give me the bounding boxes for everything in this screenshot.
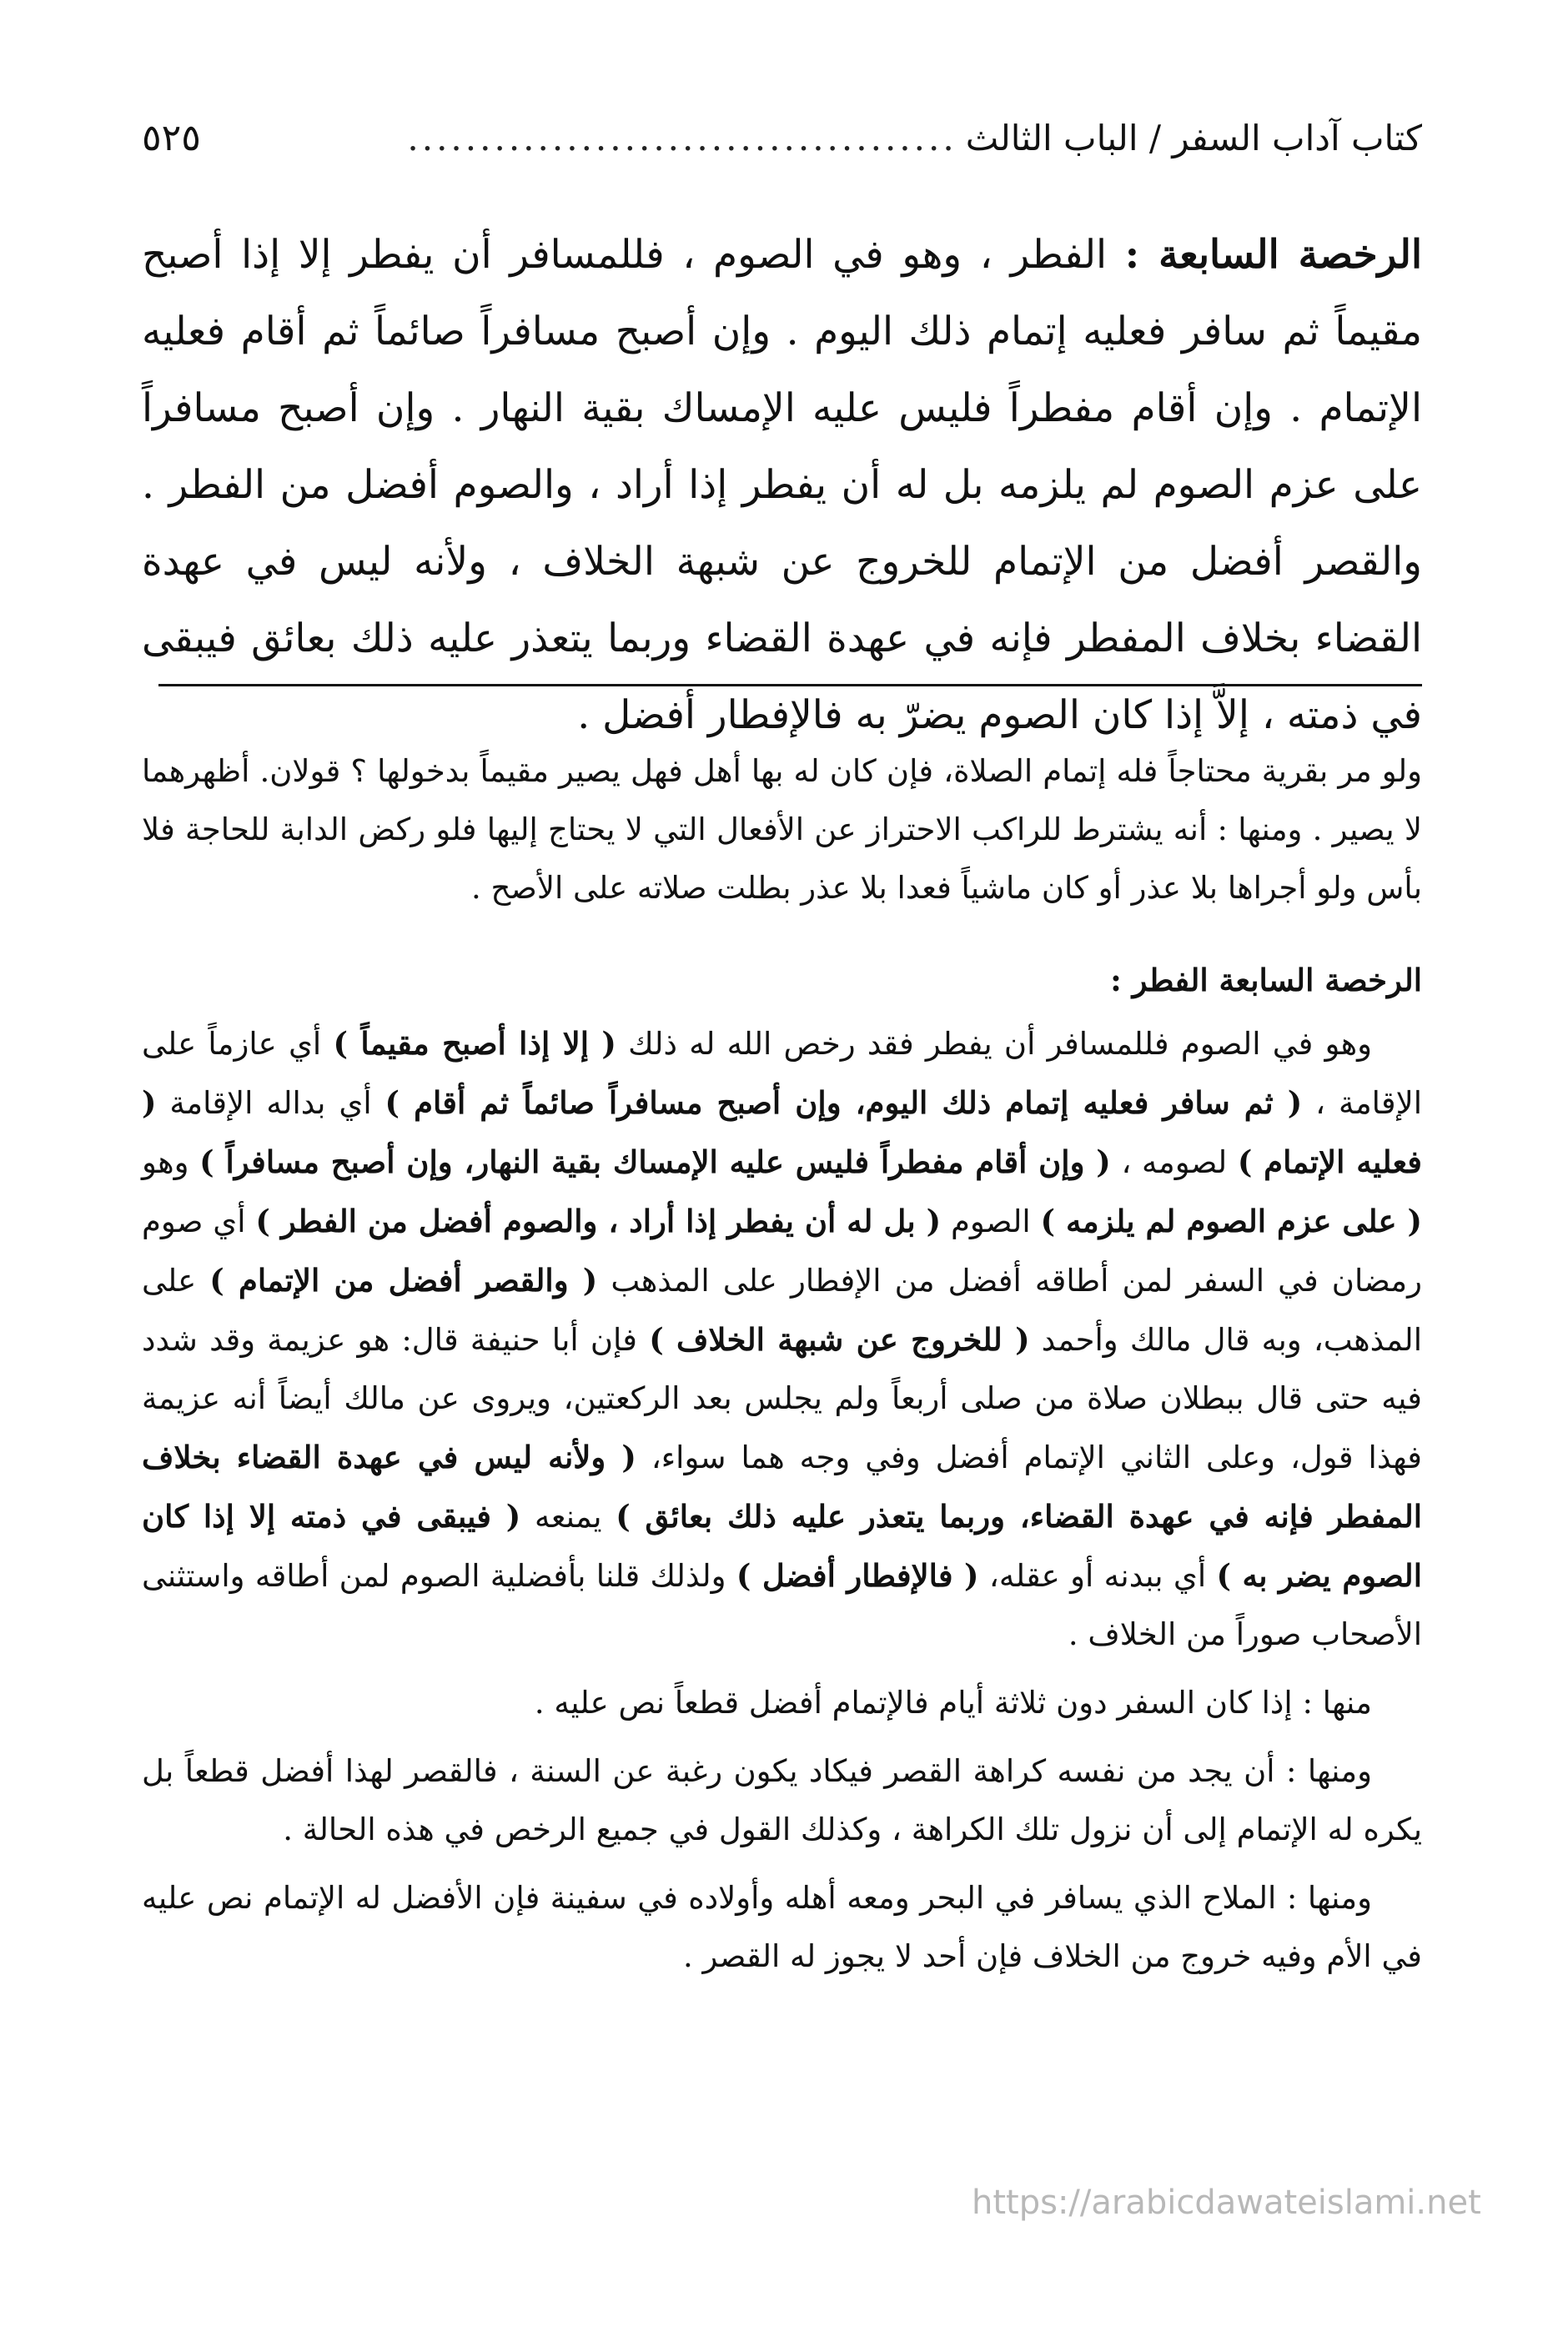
quoted-text: ( للخروج عن شبهة الخلاف ) [649,1321,1030,1358]
header-leader-dots: ...................................... [407,118,957,158]
text-span: وهو [142,1144,200,1180]
text-span: أي بداله الإقامة [156,1085,385,1121]
commentary-heading: الرخصة السابعة الفطر : [1110,962,1422,998]
text-span: الصوم [941,1204,1041,1239]
footnote-separator [158,684,1422,686]
quoted-text: ( ثم سافر فعليه إتمام ذلك اليوم، وإن أصبح مسافراً صائماً ثم أقام ) [384,1084,1303,1121]
page-number: ٥٢٥ [142,117,201,159]
quoted-text: ( والقصر أفضل من الإتمام ) [209,1262,598,1299]
quoted-text: ( ولأنه ليس في عهدة القضاء بخلاف المفطر فإنه في عهدة القضاء، وربما يتعذر عليه ذلك بعائق ) [142,1439,1423,1535]
main-text-lead: الرخصة السابعة : [1124,232,1422,278]
text-span: ولذلك قلنا بأفضلية الصوم لمن أطاقه واستثنى الأصحاب صوراً من الخلاف . [142,1558,1422,1652]
commentary-paragraph-4: ومنها : أن يجد من نفسه كراهة القصر فيكاد يكون رغبة عن السنة ، فالقصر لهذا أفضل قطعاً بل يكره له الإتمام إلى أن نزول تلك الكراهة ، وكذلك القول في جميع الرخص في هذه الحالة . [142,1753,1422,1847]
book-page [142,0,1422,2332]
text-span: فإن أبا حنيفة قال: هو عزيمة وقد شدد فيه حتى قال ببطلان صلاة من صلى أربعاً ولم يجلس بعد الركعتين، ويروى عن مالك أيضاً أنه عزيمة فهذا قول، وعلى الثاني الإتمام أفضل وفي وجه هما سواء، [142,1322,1422,1475]
commentary-paragraph-5: ومنها : الملاح الذي يسافر في البحر ومعه أهله وأولاده في سفينة فإن الأفضل له الإتمام نص عليه في الأم وفيه خروج من الخلاف فإن أحد لا يجوز له القصر . [142,1880,1422,1974]
running-header [142,117,1422,175]
main-text-body: الفطر ، وهو في الصوم ، فللمسافر أن يفطر إلا إذا أصبح مقيماً ثم سافر فعليه إتمام ذلك اليوم . وإن أصبح مسافراً صائماً ثم أقام فعليه الإتمام . وإن أقام مفطراً فليس عليه الإمساك بقية النهار . وإن أصبح مسافراً على عزم الصوم لم يلزمه بل له أن يفطر إذا أراد ، والصوم أفضل من الفطر . والقصر أفضل من الإتمام للخروج عن شبهة الخلاف ، ولأنه ليس في عهدة القضاء بخلاف المفطر فإنه في عهدة القضاء وربما يتعذر عليه ذلك بعائق فيبقى في ذمته ، إلاَّ إذا كان الصوم يضرّ به فالإفطار أفضل . [142,232,1422,738]
quoted-text: ( إلا إذا أصبح مقيماً ) [333,1025,616,1062]
quoted-text: ( على عزم الصوم لم يلزمه ) [1040,1203,1423,1239]
quoted-text: ( فعليه الإتمام ) [142,1084,1422,1180]
quoted-text: ( فالإفطار أفضل ) [736,1557,979,1594]
header-title: كتاب آداب السفر / الباب الثالث [965,118,1422,158]
quoted-text: ( بل له أن يفطر إذا أراد ، والصوم أفضل من الفطر ) [255,1203,942,1239]
text-span: أي صوم رمضان في السفر لمن أطاقه أفضل من الإفطار على المذهب [142,1204,1422,1299]
text-span: لصومه ، [1110,1144,1238,1180]
watermark-url: https://arabicdawateislami.net [972,2184,1481,2222]
text-span: على المذهب، وبه قال مالك وأحمد [142,1263,1422,1358]
commentary-paragraph-3: منها : إذا كان السفر دون ثلاثة أيام فالإتمام أفضل قطعاً نص عليه . [534,1685,1372,1721]
quoted-text: ( فيبقى في ذمته إلا إذا كان الصوم يضر به ) [142,1498,1422,1594]
commentary [142,742,1422,1986]
text-span: أي ببدنه أو عقله، [978,1558,1217,1594]
text-span: وهو في الصوم فللمسافر أن يفطر فقد رخص الله له ذلك [616,1026,1373,1062]
text-span: أي عازماً على الإقامة ، [142,1026,1422,1121]
text-span: يمنعه [520,1499,616,1535]
commentary-paragraph-2 [142,1014,1422,1664]
main-text [142,217,1422,754]
commentary-paragraph-1: ولو مر بقرية محتاجاً فله إتمام الصلاة، فإن كان له بها أهل فهل يصير مقيماً بدخولها ؟ قولان. أظهرهما لا يصير . ومنها : أنه يشترط للراكب الاحتراز عن الأفعال التي لا يحتاج إليها فلو ركض الدابة للحاجة فلا بأس ولو أجراها بلا عذر أو كان ماشياً فعدا بلا عذر بطلت صلاته على الأصح . [142,753,1422,906]
quoted-text: ( وإن أقام مفطراً فليس عليه الإمساك بقية النهار، وإن أصبح مسافراً ) [199,1143,1111,1180]
